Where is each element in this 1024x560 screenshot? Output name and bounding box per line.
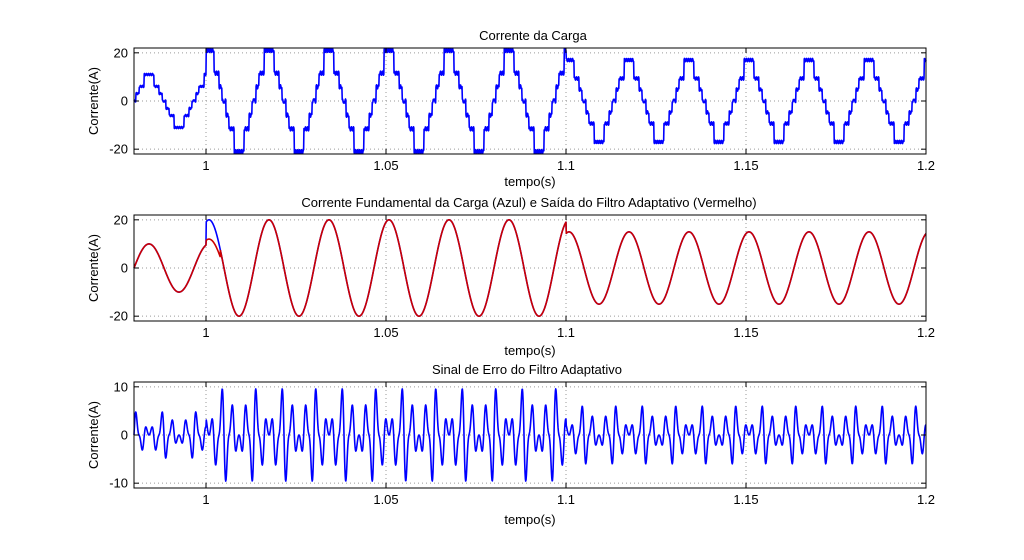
axes-load-current xyxy=(86,28,935,189)
y-tick-label: -10 xyxy=(109,475,128,491)
y-tick-label: 0 xyxy=(120,93,128,109)
y-tick-label: 0 xyxy=(120,260,128,276)
y-tick-label: -20 xyxy=(109,141,128,157)
x-tick-label: 1.1 xyxy=(556,325,576,340)
x-tick-label: 1 xyxy=(202,325,210,340)
y-tick-label: 20 xyxy=(113,45,128,61)
chart-title: Corrente da Carga xyxy=(479,28,587,43)
y-axis-label: Corrente(A) xyxy=(86,234,101,302)
x-tick-label: 1.15 xyxy=(733,158,759,173)
y-tick-label: 20 xyxy=(113,212,128,228)
axes-error-signal xyxy=(86,362,935,527)
x-tick-label: 1.15 xyxy=(733,325,759,340)
x-tick-label: 1.05 xyxy=(373,325,399,340)
chart-title: Corrente Fundamental da Carga (Azul) e Saída do Filtro Adaptativo (Vermelho) xyxy=(301,195,757,210)
x-axis-label: tempo(s) xyxy=(504,174,556,189)
y-axis-label: Corrente(A) xyxy=(86,401,101,469)
x-tick-label: 1.05 xyxy=(373,158,399,173)
axes-fundamental-and-filter-output xyxy=(86,195,935,358)
y-tick-label: 10 xyxy=(113,379,128,395)
x-tick-label: 1.05 xyxy=(373,492,399,507)
y-axis-label: Corrente(A) xyxy=(86,67,101,135)
x-tick-label: 1 xyxy=(202,492,210,507)
x-tick-label: 1.2 xyxy=(916,492,936,507)
x-tick-label: 1 xyxy=(202,158,210,173)
x-tick-label: 1.1 xyxy=(556,158,576,173)
x-tick-label: 1.2 xyxy=(916,158,936,173)
x-axis-label: tempo(s) xyxy=(504,512,556,527)
x-axis-label: tempo(s) xyxy=(504,343,556,358)
y-tick-label: -20 xyxy=(109,308,128,324)
x-tick-label: 1.1 xyxy=(556,492,576,507)
x-tick-label: 1.15 xyxy=(733,492,759,507)
chart-title: Sinal de Erro do Filtro Adaptativo xyxy=(431,362,623,377)
y-tick-label: 0 xyxy=(120,427,128,443)
grid-lines xyxy=(134,215,926,321)
x-tick-label: 1.2 xyxy=(916,325,936,340)
